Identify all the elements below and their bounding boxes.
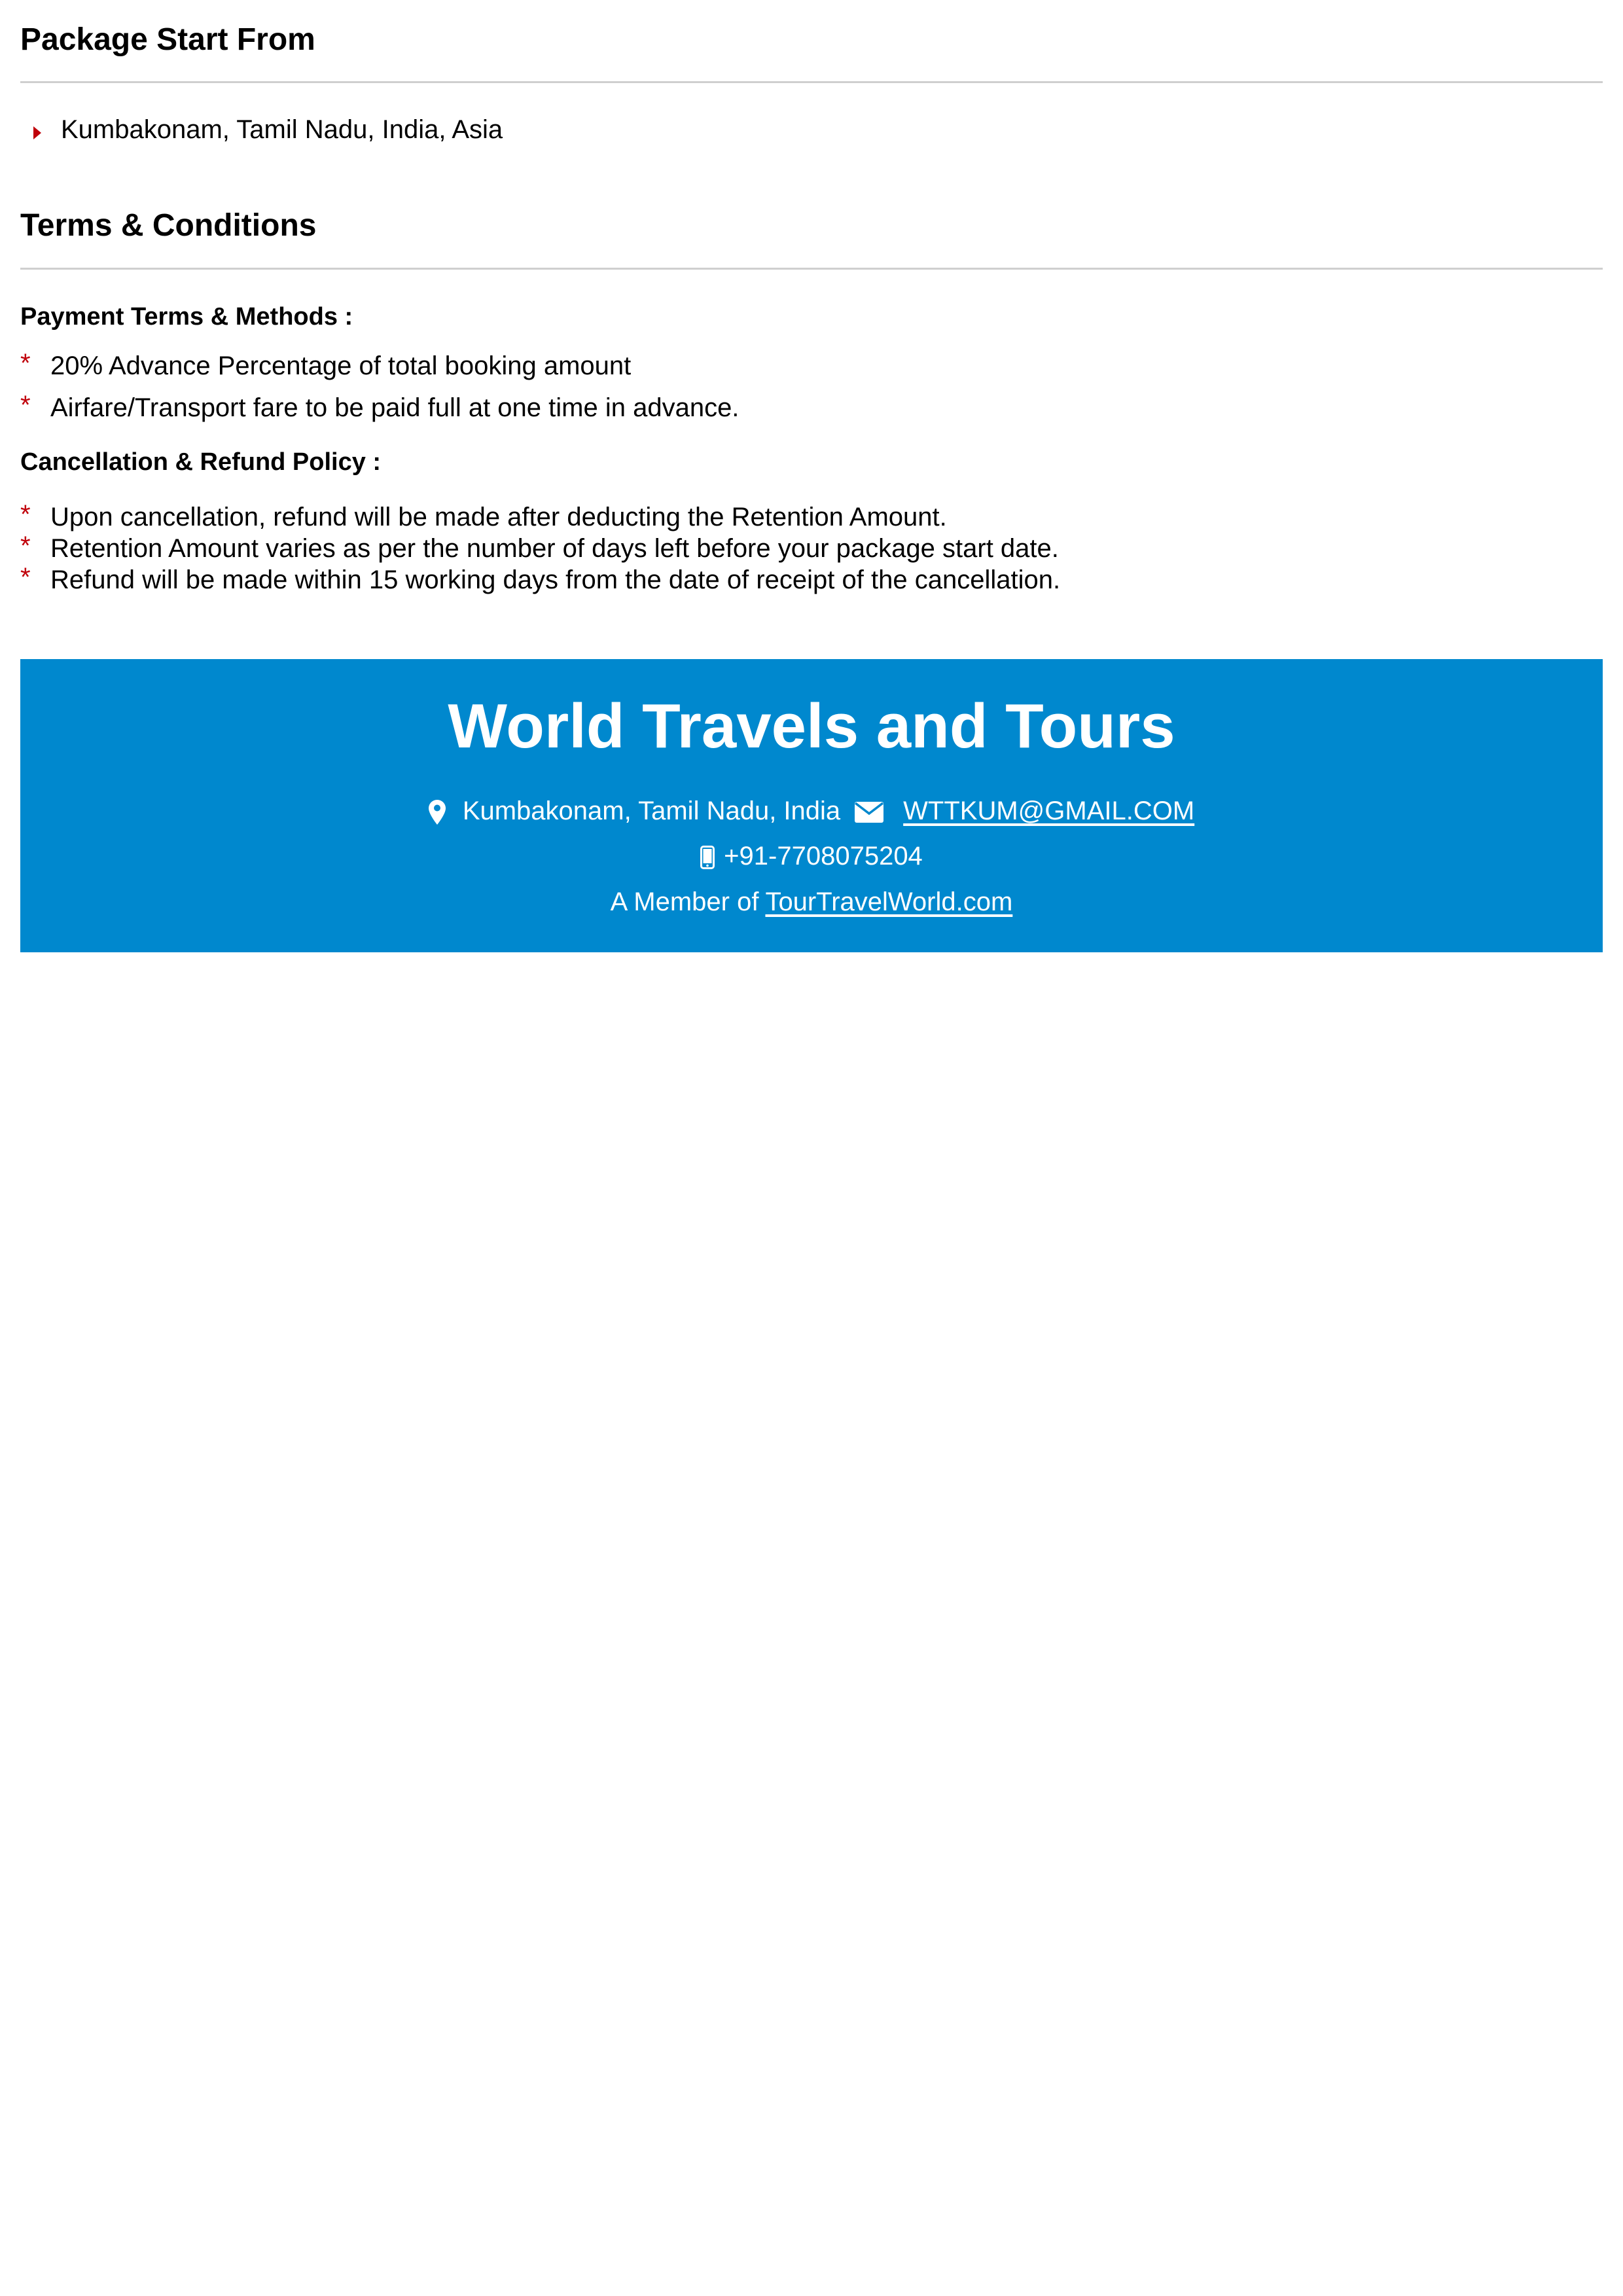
map-pin-icon (429, 795, 446, 827)
mobile-phone-icon (700, 840, 715, 872)
terms-divider (20, 268, 1603, 270)
payment-terms-list (20, 350, 739, 423)
cancellation-policy-title: Cancellation & Refund Policy : (20, 448, 382, 476)
cancellation-item-text: Refund will be made within 15 working days from the date of receipt of the cancellation. (50, 565, 1061, 594)
envelope-icon (855, 795, 883, 827)
phone-row (20, 840, 1603, 872)
footer-address: Kumbakonam, Tamil Nadu, India (462, 797, 841, 825)
cancellation-policy-list (20, 501, 1060, 596)
payment-terms-title: Payment Terms & Methods : (20, 303, 353, 331)
package-start-heading: Package Start From (20, 22, 315, 57)
asterisk-icon: * (20, 531, 31, 560)
footer-phone: +91-7708075204 (724, 842, 923, 870)
list-item (20, 564, 1060, 596)
asterisk-icon: * (20, 349, 31, 378)
company-name: World Travels and Tours (448, 691, 1175, 761)
company-footer (20, 659, 1603, 952)
cancellation-item-text: Upon cancellation, refund will be made after deducting the Retention Amount. (50, 503, 947, 531)
member-prefix: A Member of (610, 888, 759, 916)
location-text: Kumbakonam, Tamil Nadu, India, Asia (61, 115, 503, 144)
asterisk-icon: * (20, 391, 31, 420)
list-item (20, 501, 1060, 533)
asterisk-icon: * (20, 500, 31, 529)
asterisk-icon: * (20, 563, 31, 592)
list-item (20, 392, 739, 423)
cancellation-item-text: Retention Amount varies as per the number of days left before your package start date. (50, 534, 1059, 563)
member-row (20, 886, 1603, 918)
contact-row (20, 795, 1603, 827)
package-start-divider (20, 81, 1603, 83)
footer-email-link[interactable]: WTTKUM@GMAIL.COM (903, 797, 1195, 825)
location-item (20, 114, 503, 145)
payment-item-text: Airfare/Transport fare to be paid full at one time in advance. (50, 393, 740, 422)
terms-heading: Terms & Conditions (20, 208, 317, 243)
payment-item-text: 20% Advance Percentage of total booking amount (50, 351, 632, 380)
member-site-link[interactable]: TourTravelWorld.com (765, 888, 1013, 916)
list-item (20, 350, 739, 382)
arrow-right-icon (33, 126, 41, 139)
list-item (20, 533, 1060, 564)
